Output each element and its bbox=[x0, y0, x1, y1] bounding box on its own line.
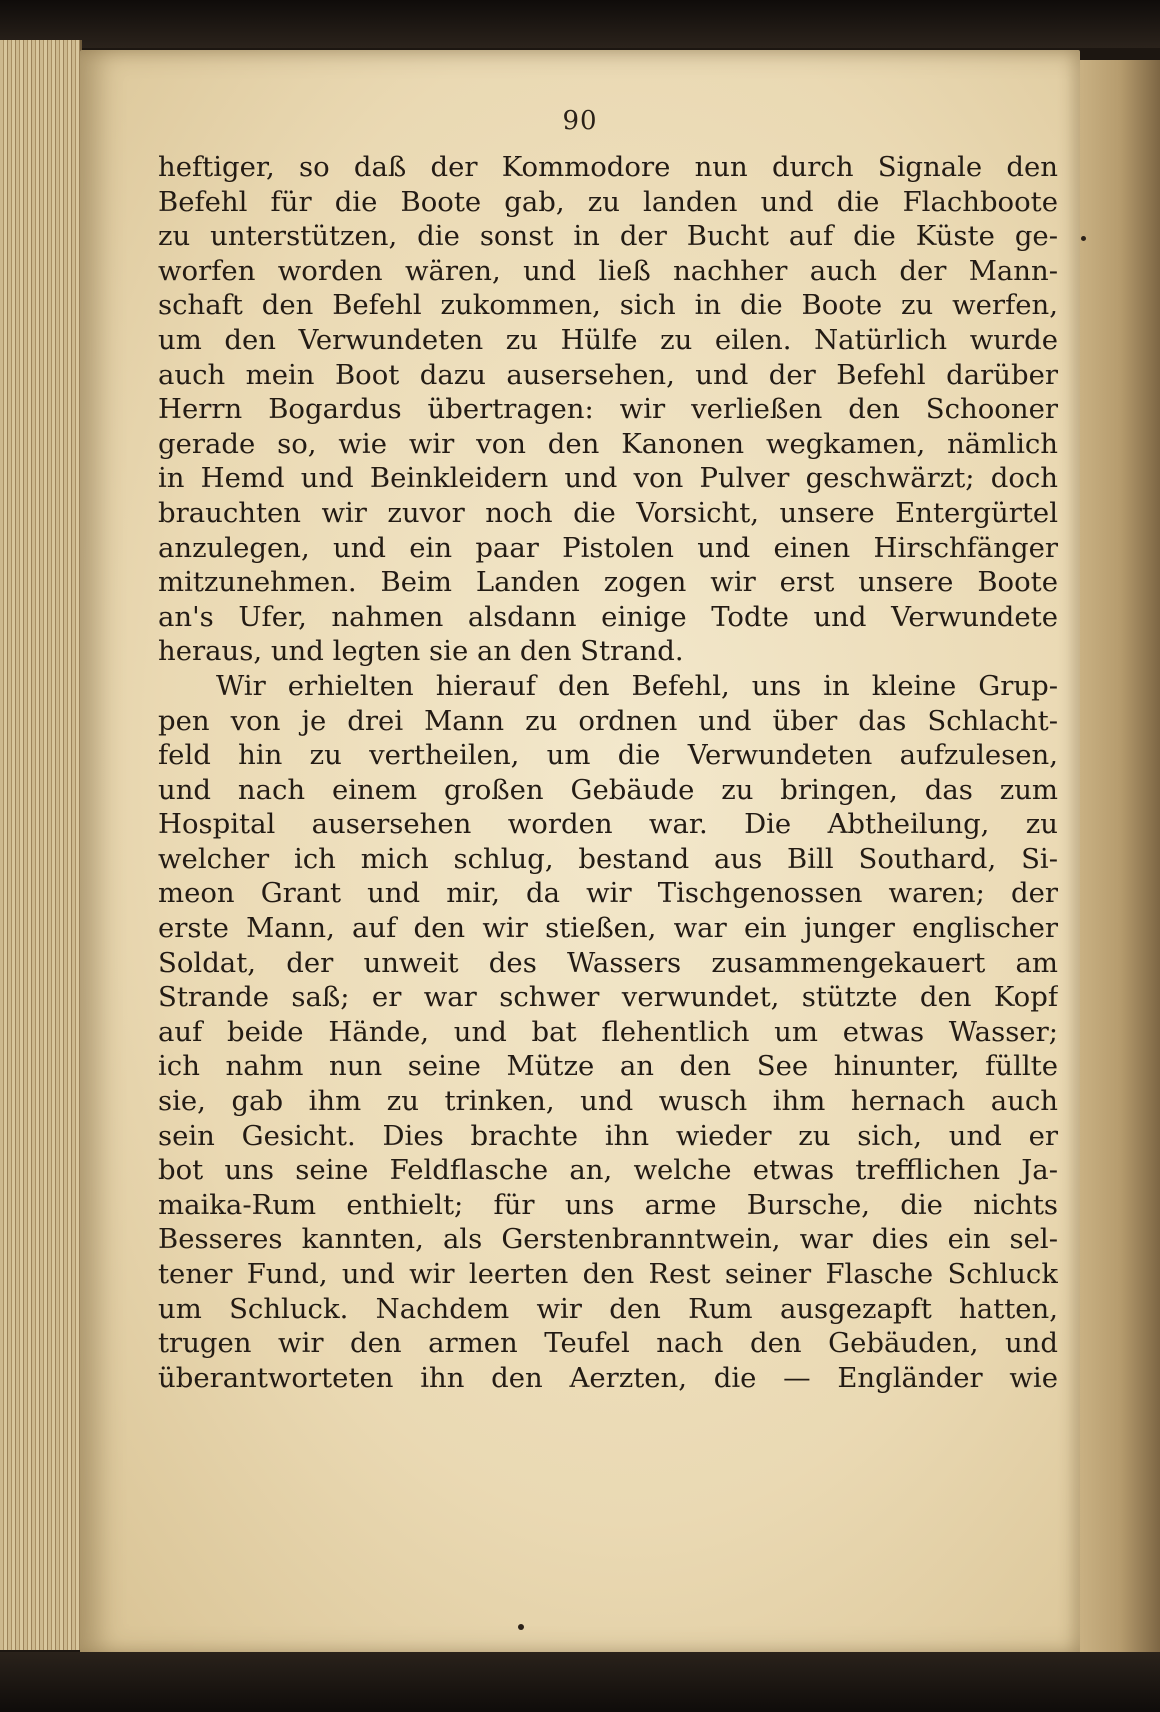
text-line: Herrn Bogardus übertragen: wir verließen den Schooner bbox=[158, 393, 1058, 426]
text-line: um den Verwundeten zu Hülfe zu eilen. Natürlich wurde bbox=[158, 323, 1058, 356]
text-line: worfen worden wären, und ließ nachher auch der Mann- bbox=[158, 254, 1058, 287]
text-line: zu unterstützen, die sonst in der Bucht auf die Küste ge- bbox=[158, 220, 1058, 253]
text-line: welcher ich mich schlug, bestand aus Bill Southard, Si- bbox=[158, 842, 1058, 875]
text-line: feld hin zu vertheilen, um die Verwundeten aufzulesen, bbox=[158, 739, 1058, 772]
text-line: an's Ufer, nahmen alsdann einige Todte und Verwundete bbox=[158, 600, 1058, 633]
text-line: überantworteten ihn den Aerzten, die — Engländer wie bbox=[158, 1361, 1058, 1394]
text-line: schaft den Befehl zukommen, sich in die Boote zu werfen, bbox=[158, 289, 1058, 322]
text-line: und nach einem großen Gebäude zu bringen, das zum bbox=[158, 773, 1058, 806]
text-line: erste Mann, auf den wir stießen, war ein junger englischer bbox=[158, 912, 1058, 945]
text-line: Wir erhielten hierauf den Befehl, uns in kleine Grup- bbox=[216, 669, 1058, 702]
text-line: um Schluck. Nachdem wir den Rum ausgezapft hatten, bbox=[158, 1292, 1058, 1325]
text-line: anzulegen, und ein paar Pistolen und einen Hirschfänger bbox=[158, 531, 1058, 564]
text-line: Hospital ausersehen worden war. Die Abtheilung, zu bbox=[158, 808, 1058, 841]
book-binding-bottom bbox=[0, 1652, 1160, 1712]
text-line: ich nahm nun seine Mütze an den See hinunter, füllte bbox=[158, 1050, 1058, 1083]
text-line: heftiger, so daß der Kommodore nun durch Signale den bbox=[158, 151, 1058, 183]
text-line: Befehl für die Boote gab, zu landen und die Flachboote bbox=[158, 185, 1058, 218]
text-line: brauchten wir zuvor noch die Vorsicht, unsere Entergürtel bbox=[158, 496, 1058, 529]
text-line: Strande saß; er war schwer verwundet, stützte den Kopf bbox=[158, 981, 1058, 1014]
book-binding-top bbox=[0, 0, 1160, 48]
text-line: pen von je drei Mann zu ordnen und über das Schlacht- bbox=[158, 704, 1058, 737]
text-line: gerade so, wie wir von den Kanonen wegkamen, nämlich bbox=[158, 427, 1058, 460]
text-line: sein Gesicht. Dies brachte ihn wieder zu sich, und er bbox=[158, 1119, 1058, 1152]
text-line: heraus, und legten sie an den Strand. bbox=[158, 635, 684, 668]
text-line: bot uns seine Feldflasche an, welche etwas trefflichen Ja- bbox=[158, 1154, 1058, 1187]
ink-speck bbox=[518, 1624, 524, 1630]
text-line: trugen wir den armen Teufel nach den Gebäuden, und bbox=[158, 1327, 1058, 1360]
text-line: Besseres kannten, als Gerstenbranntwein, war dies ein sel- bbox=[158, 1223, 1058, 1256]
facing-page-edge bbox=[1080, 60, 1160, 1660]
page-edges bbox=[0, 40, 82, 1650]
text-line: maika-Rum enthielt; für uns arme Bursche, die nichts bbox=[158, 1188, 1058, 1221]
text-line: meon Grant und mir, da wir Tischgenossen waren; der bbox=[158, 877, 1058, 910]
page-text bbox=[158, 150, 1058, 1395]
text-line: in Hemd und Beinkleidern und von Pulver geschwärzt; doch bbox=[158, 462, 1058, 495]
text-line: auf beide Hände, und bat flehentlich um etwas Wasser; bbox=[158, 1015, 1058, 1048]
text-line: auch mein Boot dazu ausersehen, und der Befehl darüber bbox=[158, 358, 1058, 391]
text-line: tener Fund, und wir leerten den Rest seiner Flasche Schluck bbox=[158, 1258, 1058, 1290]
text-line: Soldat, der unweit des Wassers zusammengekauert am bbox=[158, 946, 1058, 979]
text-line: sie, gab ihm zu trinken, und wusch ihm hernach auch bbox=[158, 1085, 1058, 1118]
page-number: 90 bbox=[562, 106, 598, 136]
ink-speck bbox=[1081, 236, 1086, 241]
text-line: mitzunehmen. Beim Landen zogen wir erst unsere Boote bbox=[158, 566, 1058, 599]
